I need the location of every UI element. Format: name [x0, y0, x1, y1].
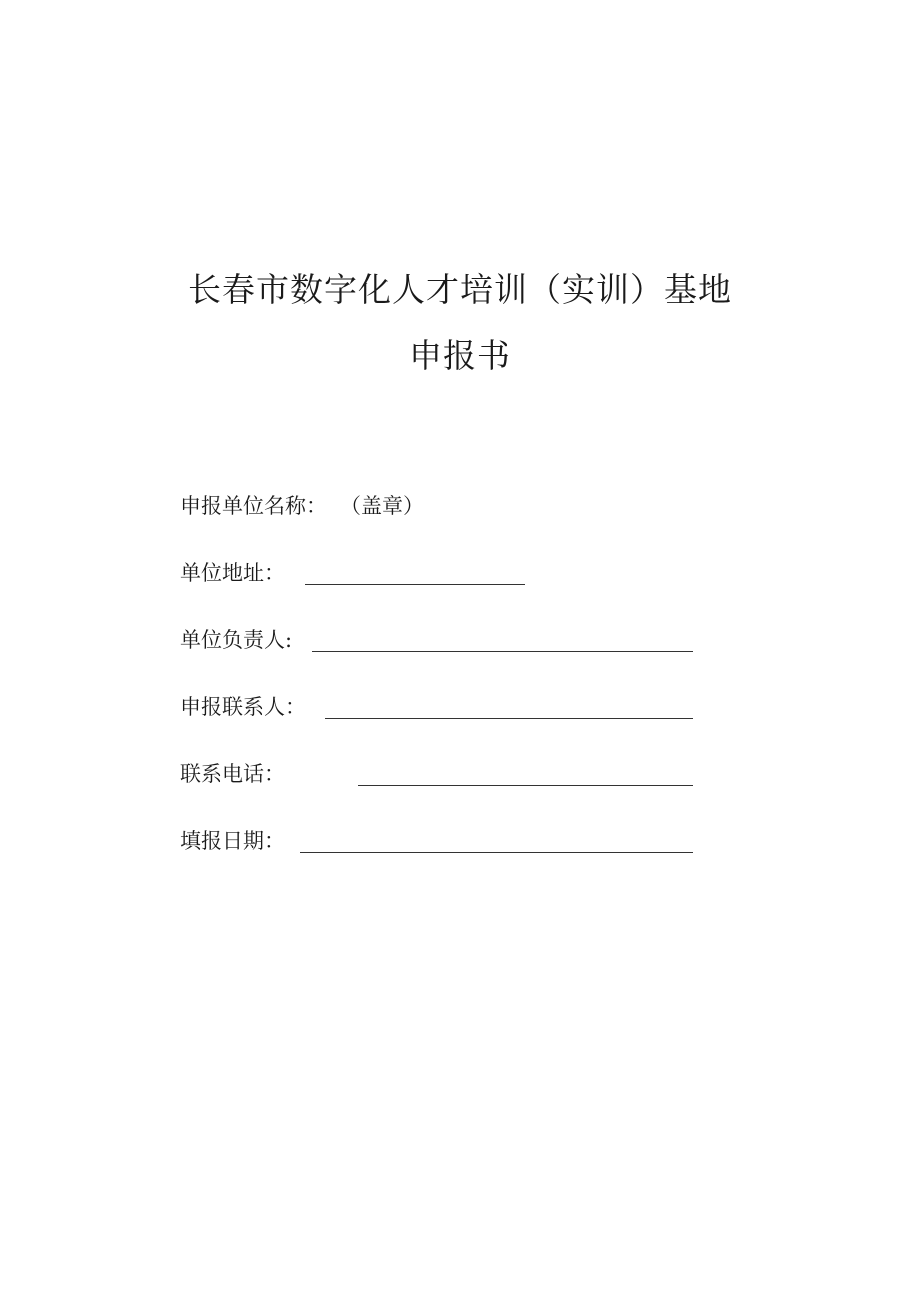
document-subtitle: 申报书 [409, 336, 511, 375]
unit-head-blank[interactable] [312, 651, 693, 652]
fill-date-blank[interactable] [300, 852, 693, 853]
fill-date-label: 填报日期： [180, 829, 285, 853]
contact-person-blank[interactable] [325, 718, 693, 719]
contact-person-label: 申报联系人： [180, 695, 306, 719]
unit-address-blank[interactable] [305, 584, 525, 585]
seal-note: （盖章） [340, 494, 424, 518]
contact-phone-label: 联系电话： [180, 762, 285, 786]
unit-address-label: 单位地址： [180, 561, 285, 585]
document-title: 长春市数字化人才培训（实训）基地 [188, 270, 732, 309]
contact-phone-blank[interactable] [358, 785, 693, 786]
unit-name-label: 申报单位名称： [180, 494, 327, 518]
unit-head-label: 单位负责人: [180, 628, 293, 652]
